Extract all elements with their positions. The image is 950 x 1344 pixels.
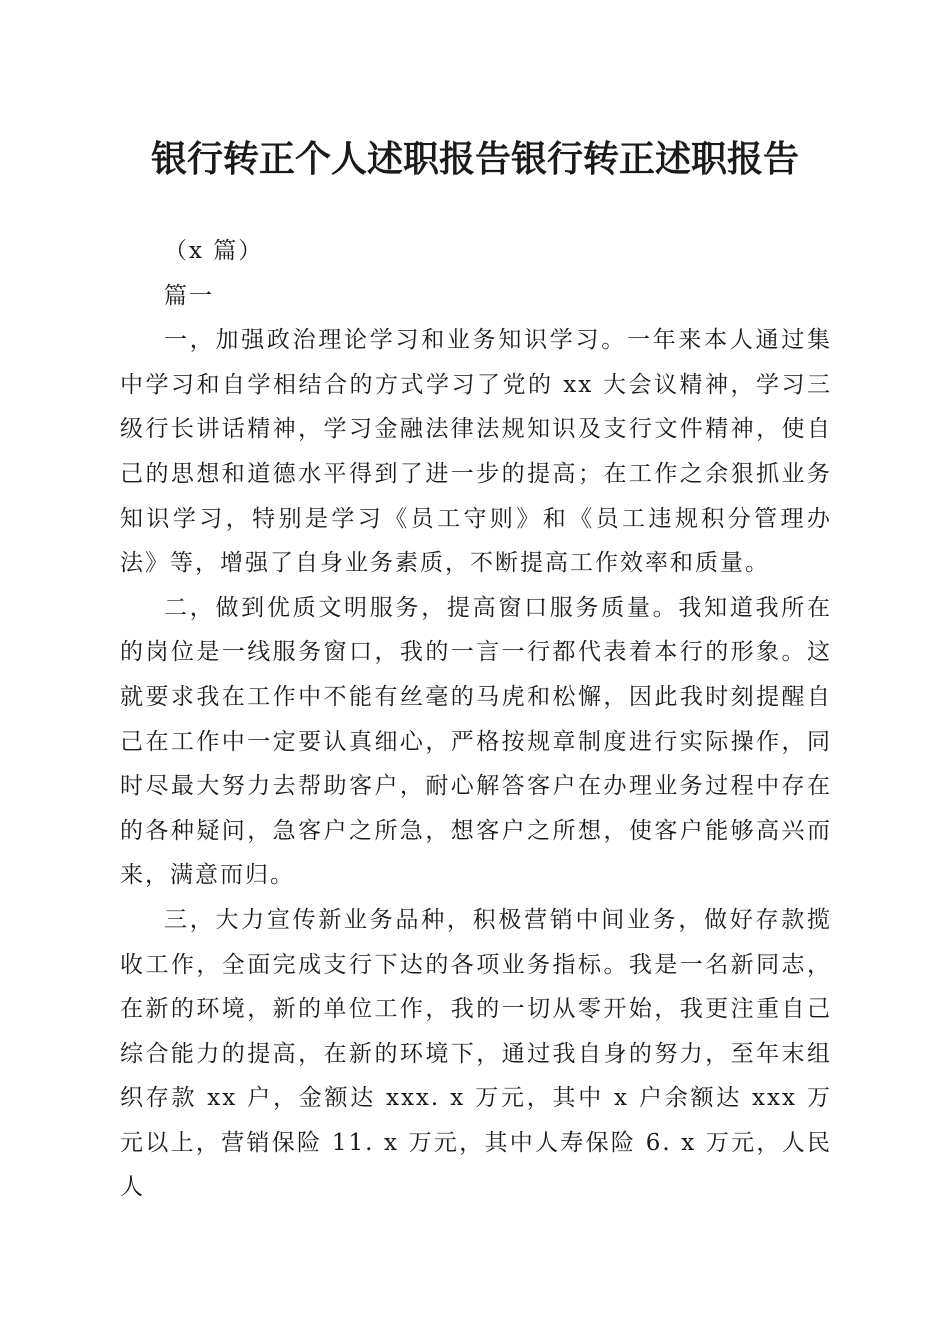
paragraph-service: 二，做到优质文明服务，提高窗口服务质量。我知道我所在的岗位是一线服务窗口，我的一言一行都代表着本行的形象。这就要求我在工作中不能有丝毫的马虎和松懈，因此我时刻提醒自己在工作中一定要认真细心，严格按规章制度进行实际操作，同时尽最大努力去帮助客户，耐心解答客户在办理业务过程中存在的各种疑问，急客户之所急，想客户之所想，使客户能够高兴而来，满意而归。 (120, 594, 832, 889)
paragraph-marketing: 三，大力宣传新业务品种，积极营销中间业务，做好存款揽收工作，全面完成支行下达的各项业务指标。我是一名新同志，在新的环境，新的单位工作，我的一切从零开始，我更注重自己综合能力的提高，在新的环境下，通过我自身的努力，至年末组织存款 xx 户，金额达 xxx. x 万元，其中 x 户余额达 xxx 万元以上，营销保险 11. x 万元，其中人寿保险 6. x 万元，人民人 (120, 906, 832, 1201)
document-title: 银行转正个人述职报告银行转正述职报告 (150, 138, 799, 180)
document-body (120, 229, 832, 1210)
paragraph-study: 一，加强政治理论学习和业务知识学习。一年来本人通过集中学习和自学相结合的方式学习了党的 xx 大会议精神，学习三级行长讲话精神，学习金融法律法规知识及支行文件精神，使自己的思想和道德水平得到了进一步的提高；在工作之余狠抓业务知识学习，特别是学习《员工守则》和《员工违规积分管理办法》等，增强了自身业务素质，不断提高工作效率和质量。 (120, 327, 832, 577)
paragraph-subtitle: （x 篇） (164, 238, 264, 264)
paragraph-section-heading: 篇一 (164, 282, 214, 309)
